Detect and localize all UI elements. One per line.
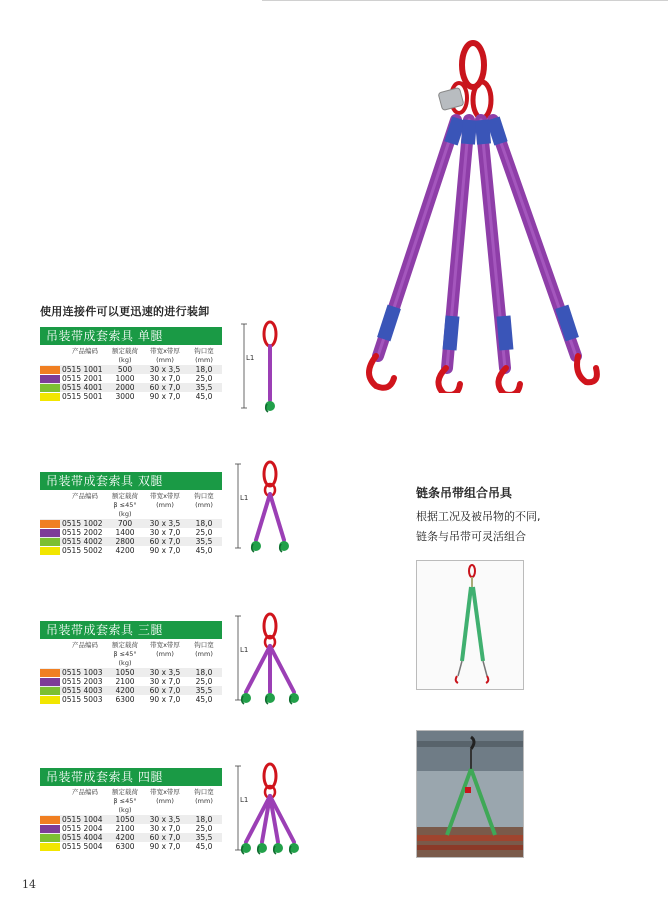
column-header [186, 788, 222, 815]
header-label: 钩口宽 [194, 788, 214, 796]
cell-load: 6300 [115, 842, 135, 851]
product-table [40, 621, 222, 704]
cell-load: 4200 [115, 686, 135, 695]
table-row [40, 374, 222, 383]
cell-hook: 45,0 [195, 546, 213, 555]
side-line-1: 根据工况及被吊物的不同, [416, 510, 541, 523]
header-label: 带宽x带厚 [150, 347, 180, 355]
cell-load: 2000 [115, 383, 135, 392]
header-label: 额定载荷 [112, 492, 138, 500]
table-row [40, 677, 222, 686]
table-header [40, 786, 222, 815]
header-label: 产品编码 [72, 347, 98, 355]
header-unit: (kg) [118, 806, 132, 814]
header-unit: (mm) [156, 356, 174, 364]
cell-hook: 25,0 [195, 374, 213, 383]
product-title: 吊装带成套索具 双腿 [40, 472, 222, 490]
table-header [40, 490, 222, 519]
column-header [144, 788, 186, 815]
cell-load: 700 [117, 519, 133, 528]
product-title: 吊装带成套索具 三腿 [40, 621, 222, 639]
header-unit: (mm) [195, 797, 213, 805]
cell-size: 30 x 3,5 [149, 668, 181, 677]
cell-size: 90 x 7,0 [149, 842, 181, 851]
product-title: 吊装带成套索具 单腿 [40, 327, 222, 345]
sling-leg [246, 646, 270, 692]
product-title: 吊装带成套索具 四腿 [40, 768, 222, 786]
cell-load: 1050 [115, 668, 135, 677]
sling-diagram [232, 612, 312, 712]
cell-size: 30 x 7,0 [149, 677, 181, 686]
cell-code: 0515 4002 [62, 537, 103, 546]
cell-hook: 45,0 [195, 695, 213, 704]
table-row [40, 824, 222, 833]
cell-size: 30 x 7,0 [149, 528, 181, 537]
column-header [186, 347, 222, 365]
column-header [106, 347, 144, 365]
color-swatch [40, 669, 60, 677]
header-label: 产品编码 [72, 641, 98, 649]
color-swatch [40, 393, 60, 401]
cell-code: 0515 1004 [62, 815, 103, 824]
cell-size: 60 x 7,0 [149, 537, 181, 546]
color-swatch [40, 687, 60, 695]
cell-code: 0515 5001 [62, 392, 103, 401]
cell-load: 1050 [115, 815, 135, 824]
sling-leg [256, 494, 270, 540]
header-unit: (mm) [156, 797, 174, 805]
table-row [40, 365, 222, 374]
column-header [40, 492, 106, 519]
top-rule [262, 0, 668, 1]
cell-hook: 25,0 [195, 528, 213, 537]
header-label: 产品编码 [72, 788, 98, 796]
table-row [40, 392, 222, 401]
cell-hook: 35,5 [195, 686, 213, 695]
header-label: 带宽x带厚 [150, 788, 180, 796]
cell-hook: 35,5 [195, 833, 213, 842]
dimension-label: L1 [240, 796, 249, 804]
cell-code: 0515 4004 [62, 833, 103, 842]
color-swatch [40, 520, 60, 528]
cell-hook: 25,0 [195, 677, 213, 686]
cell-code: 0515 2002 [62, 528, 103, 537]
cell-load: 1400 [115, 528, 135, 537]
cell-load: 6300 [115, 695, 135, 704]
cell-load: 4200 [115, 833, 135, 842]
cell-size: 90 x 7,0 [149, 546, 181, 555]
table-row [40, 833, 222, 842]
dimension-label: L1 [246, 354, 255, 362]
side-line-2: 链条与吊带可灵活组合 [416, 530, 526, 543]
master-link-icon [264, 322, 276, 346]
header-label: 钩口宽 [194, 347, 214, 355]
color-swatch [40, 825, 60, 833]
header-label: 额定载荷 [112, 641, 138, 649]
cell-code: 0515 1003 [62, 668, 103, 677]
header-unit: (mm) [156, 650, 174, 658]
header-unit: (kg) [118, 659, 132, 667]
cell-code: 0515 5003 [62, 695, 103, 704]
table-header [40, 639, 222, 668]
table-row [40, 528, 222, 537]
cell-code: 0515 2001 [62, 374, 103, 383]
header-unit: (mm) [195, 650, 213, 658]
header-label: 额定载荷 [112, 788, 138, 796]
cell-hook: 35,5 [195, 383, 213, 392]
color-swatch [40, 366, 60, 374]
sling-leg [270, 494, 284, 540]
table-row [40, 519, 222, 528]
cell-hook: 18,0 [195, 815, 213, 824]
cell-code: 0515 4003 [62, 686, 103, 695]
column-header [40, 788, 106, 815]
cell-load: 1000 [115, 374, 135, 383]
column-header [106, 641, 144, 668]
header-label: 额定载荷 [112, 347, 138, 355]
cell-load: 2100 [115, 677, 135, 686]
dimension-label: L1 [240, 646, 249, 654]
cell-hook: 35,5 [195, 537, 213, 546]
cell-size: 60 x 7,0 [149, 833, 181, 842]
column-header [186, 641, 222, 668]
product-table [40, 768, 222, 851]
cell-load: 2100 [115, 824, 135, 833]
sling-diagram [232, 320, 312, 420]
color-swatch [40, 843, 60, 851]
header-label: 钩口宽 [194, 641, 214, 649]
table-header [40, 345, 222, 365]
color-swatch [40, 696, 60, 704]
industrial-lift-photo [416, 730, 524, 858]
cell-load: 500 [117, 365, 133, 374]
product-table [40, 327, 222, 401]
table-row [40, 546, 222, 555]
header-condition: β ≤45° [113, 501, 137, 509]
color-swatch [40, 529, 60, 537]
cell-hook: 45,0 [195, 842, 213, 851]
header-label: 带宽x带厚 [150, 641, 180, 649]
cell-hook: 18,0 [195, 519, 213, 528]
cell-hook: 18,0 [195, 668, 213, 677]
cell-size: 30 x 7,0 [149, 374, 181, 383]
color-swatch [40, 678, 60, 686]
four-leg-sling-photo [348, 38, 610, 393]
cell-hook: 18,0 [195, 365, 213, 374]
dimension-label: L1 [240, 494, 249, 502]
sling-diagram [232, 460, 312, 560]
color-swatch [40, 547, 60, 555]
column-header [40, 641, 106, 668]
table-row [40, 537, 222, 546]
table-row [40, 668, 222, 677]
product-table [40, 472, 222, 555]
cell-hook: 45,0 [195, 392, 213, 401]
cell-code: 0515 4001 [62, 383, 103, 392]
master-link-icon [264, 462, 276, 486]
cell-size: 30 x 3,5 [149, 365, 181, 374]
color-swatch [40, 375, 60, 383]
header-label: 带宽x带厚 [150, 492, 180, 500]
column-header [144, 347, 186, 365]
table-row [40, 383, 222, 392]
header-unit: (kg) [118, 510, 132, 518]
cell-hook: 25,0 [195, 824, 213, 833]
cell-load: 4200 [115, 546, 135, 555]
color-swatch [40, 538, 60, 546]
cell-code: 0515 5004 [62, 842, 103, 851]
table-row [40, 815, 222, 824]
header-label: 钩口宽 [194, 492, 214, 500]
header-condition: β ≤45° [113, 797, 137, 805]
color-swatch [40, 834, 60, 842]
header-unit: (kg) [118, 356, 132, 364]
cell-code: 0515 1002 [62, 519, 103, 528]
cell-load: 2800 [115, 537, 135, 546]
column-header [144, 492, 186, 519]
cell-code: 0515 2004 [62, 824, 103, 833]
cell-load: 3000 [115, 392, 135, 401]
master-link-icon [264, 614, 276, 638]
cell-size: 30 x 7,0 [149, 824, 181, 833]
table-row [40, 842, 222, 851]
cell-size: 60 x 7,0 [149, 383, 181, 392]
color-swatch [40, 384, 60, 392]
column-header [106, 788, 144, 815]
header-unit: (mm) [195, 501, 213, 509]
table-row [40, 686, 222, 695]
column-header [106, 492, 144, 519]
cell-size: 30 x 3,5 [149, 519, 181, 528]
cell-size: 90 x 7,0 [149, 392, 181, 401]
page-number: 14 [22, 878, 36, 891]
cell-code: 0515 2003 [62, 677, 103, 686]
cell-size: 90 x 7,0 [149, 695, 181, 704]
header-unit: (mm) [156, 501, 174, 509]
intro-text: 使用连接件可以更迅速的进行装卸 [40, 305, 210, 318]
header-unit: (mm) [195, 356, 213, 364]
cell-size: 60 x 7,0 [149, 686, 181, 695]
cell-code: 0515 5002 [62, 546, 103, 555]
two-leg-photo [416, 560, 524, 690]
sling-diagram [232, 762, 312, 862]
color-swatch [40, 816, 60, 824]
column-header [186, 492, 222, 519]
cell-code: 0515 1001 [62, 365, 103, 374]
header-condition: β ≤45° [113, 650, 137, 658]
table-row [40, 695, 222, 704]
master-link-icon [264, 764, 276, 788]
cell-size: 30 x 3,5 [149, 815, 181, 824]
header-label: 产品编码 [72, 492, 98, 500]
column-header [144, 641, 186, 668]
column-header [40, 347, 106, 365]
sling-leg [270, 646, 294, 692]
side-title: 链条吊带组合吊具 [416, 486, 513, 500]
